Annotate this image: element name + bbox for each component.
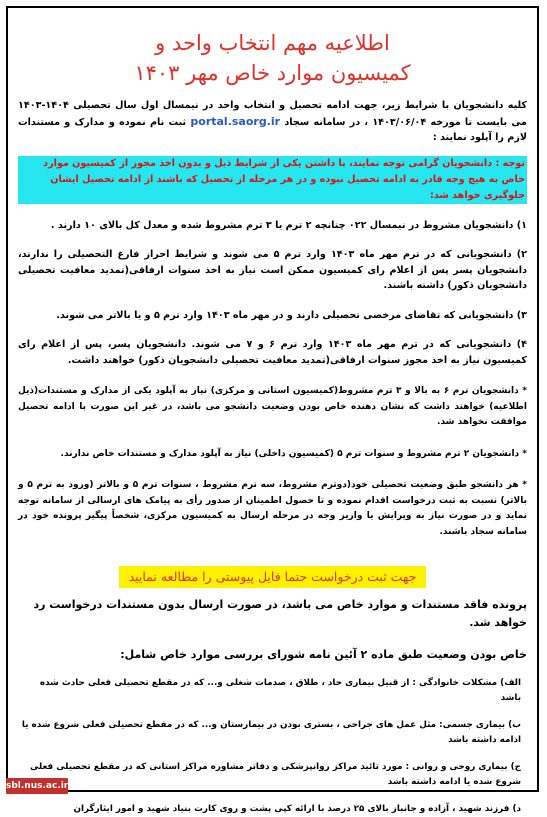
deadline-date: ۱۴۰۳/۰۶/۰۴ [372,116,427,128]
intro-paragraph [18,98,527,146]
title-line-2: کمیسیون موارد خاص مهر ۱۴۰۳ [134,61,411,85]
special-case-martyr: د) فرزند شهید ، آزاده و جانباز بالای ۲۵ درصد با ارائه کپی پشت و روی کارت بنیاد شهید و امور ایثارگران [73,804,521,814]
announcement-frame [6,6,539,814]
note-3: * هر دانشجو طبق وضعیت تحصیلی خود(دوترم مشروط، سه ترم مشروط ، سنوات ترم ۵ و بالاتر (ورود به ترم ۵ و بالاتر) نسبت به ثبت درخواست اقدام نموده و تا حصول اطمینان از صدور رأی به پیامک های ارسالی از سامانه توجه نماید و در صورت نیاز به ویرایش یا واریز وجه در مرحله ارسال به کمیسیون مرکزی، شخصاً پیگیر پرونده خود در سامانه سجاد باشند. [18,480,527,537]
notice-highlight: توجه : دانشجویان گرامی توجه نمایند، با داشتن یکی از شرایط ذیل و بدون اخذ مجوز از کمیسیون موارد خاص به هیچ وجه قادر به ادامه تحصیل نبوده و در هر مرحله از تحصیل که باشند از ادامه تحصیل ایشان جلوگیری خواهد شد: [18,156,527,204]
portal-link[interactable]: portal.saorg.ir [190,114,281,128]
condition-item-2: ۲) دانشجویانی که در ترم مهر ماه ۱۴۰۳ وارد ترم ۵ می شوند و شرایط احراز فارغ التحصیلی را ندارند، دانشجویان پسر پس از اعلام رای کمیسیون ممکن است نیاز به اخذ سنوات ارفاقی(تمدید معافیت تحصیلی دانشجویان ذکور) داشته باشند. [18,249,527,291]
announcement-title [18,28,527,88]
attachment-banner: جهت ثبت درخواست حتما فایل پیوستی را مطالعه نمایید [119,566,427,588]
intro-text-b: ، در سامانه سجاد [280,116,373,128]
condition-item-4: ۴) دانشجویانی که در ترم مهر ماه ۱۴۰۳ وارد ترم ۶ و ۷ می شوند. دانشجویان پسر، پس از اعلام رای کمیسیون نیاز به اخذ مجوز سنوات ارفاقی(تمدید معافیت تحصیلی دانشجویان ذکور) خواهند داشت. [18,339,527,366]
special-case-family: الف) مشکلات خانوادگی : از قبیل بیماری حاد ، طلاق ، صدمات شغلی و... که در مقطع تحصیلی فعلی حادث شده باشد [39,678,521,703]
intro-text-c: ثبت نام نموده و مدارک و مستندات لازم را آپلود نمایند : [18,116,527,143]
attachment-banner-wrap [18,566,527,588]
note-1: * دانشجویان ترم ۶ به بالا و ۳ ترم مشروط(کمیسیون استانی و مرکزی) نیاز به آپلود یکی از مدارک و مستندات(ذیل اطلاعیه) خواهند داشت که نشان دهنده خاص بودن وضعیت دانشجو می باشد، در غیر این صورت با ادامه تحصیل موافقت نخواهد شد. [18,386,527,427]
condition-item-3: ۳) دانشجویانی که تقاضای مرخصی تحصیلی دارند و در مهر ماه ۱۴۰۳ وارد ترم ۵ و یا بالاتر می شوند. [56,309,527,321]
intro-text-a: کلیه دانشجویان با شرایط زیر، جهت ادامه تحصیل و انتخاب واحد در نیمسال اول سال تحصیلی ۱۴۰۴-۱۴۰۳ می بایست تا مورخه [18,100,527,128]
special-cases-heading: خاص بودن وضعیت طبق ماده ۲ آئین نامه شورای بررسی موارد خاص شامل: [120,648,527,661]
rejection-warning: پرونده فاقد مستندات و موارد خاص می باشد، در صورت ارسال بدون مستندات درخواست رد خواهد شد. [33,598,527,629]
site-watermark-logo: sbl.nus.ac.ir [6,778,68,794]
condition-item-1: ۱) دانشجویان مشروط در نیمسال ۰۲۲ چنانچه ۲ ترم یا ۳ ترم مشروط شده و معدل کل بالای ۱۰ دارند . [50,219,527,231]
special-case-physical: ب) بیماری جسمی: مثل عمل های جراحی ، بستری بودن در بیمارستان و... که در مقطع تحصیلی فعلی شروع شده یا ادامه داشته باشد [21,720,521,745]
note-2: * دانشجویان ۲ ترم مشروط و سنوات ترم ۵ (کمیسیون داخلی) نیاز به آپلود مدارک و مستندات خاص ندارند. [60,448,527,459]
special-case-mental: ج) بیماری روحی و روانی : مورد تائید مراکز روانپزشکی و دفاتر مشاوره مراکز استانی که در مقطع تحصیلی فعلی شروع شده یا ادامه داشته باشد [29,762,521,787]
title-line-1: اطلاعیه مهم انتخاب واحد و [155,31,390,55]
